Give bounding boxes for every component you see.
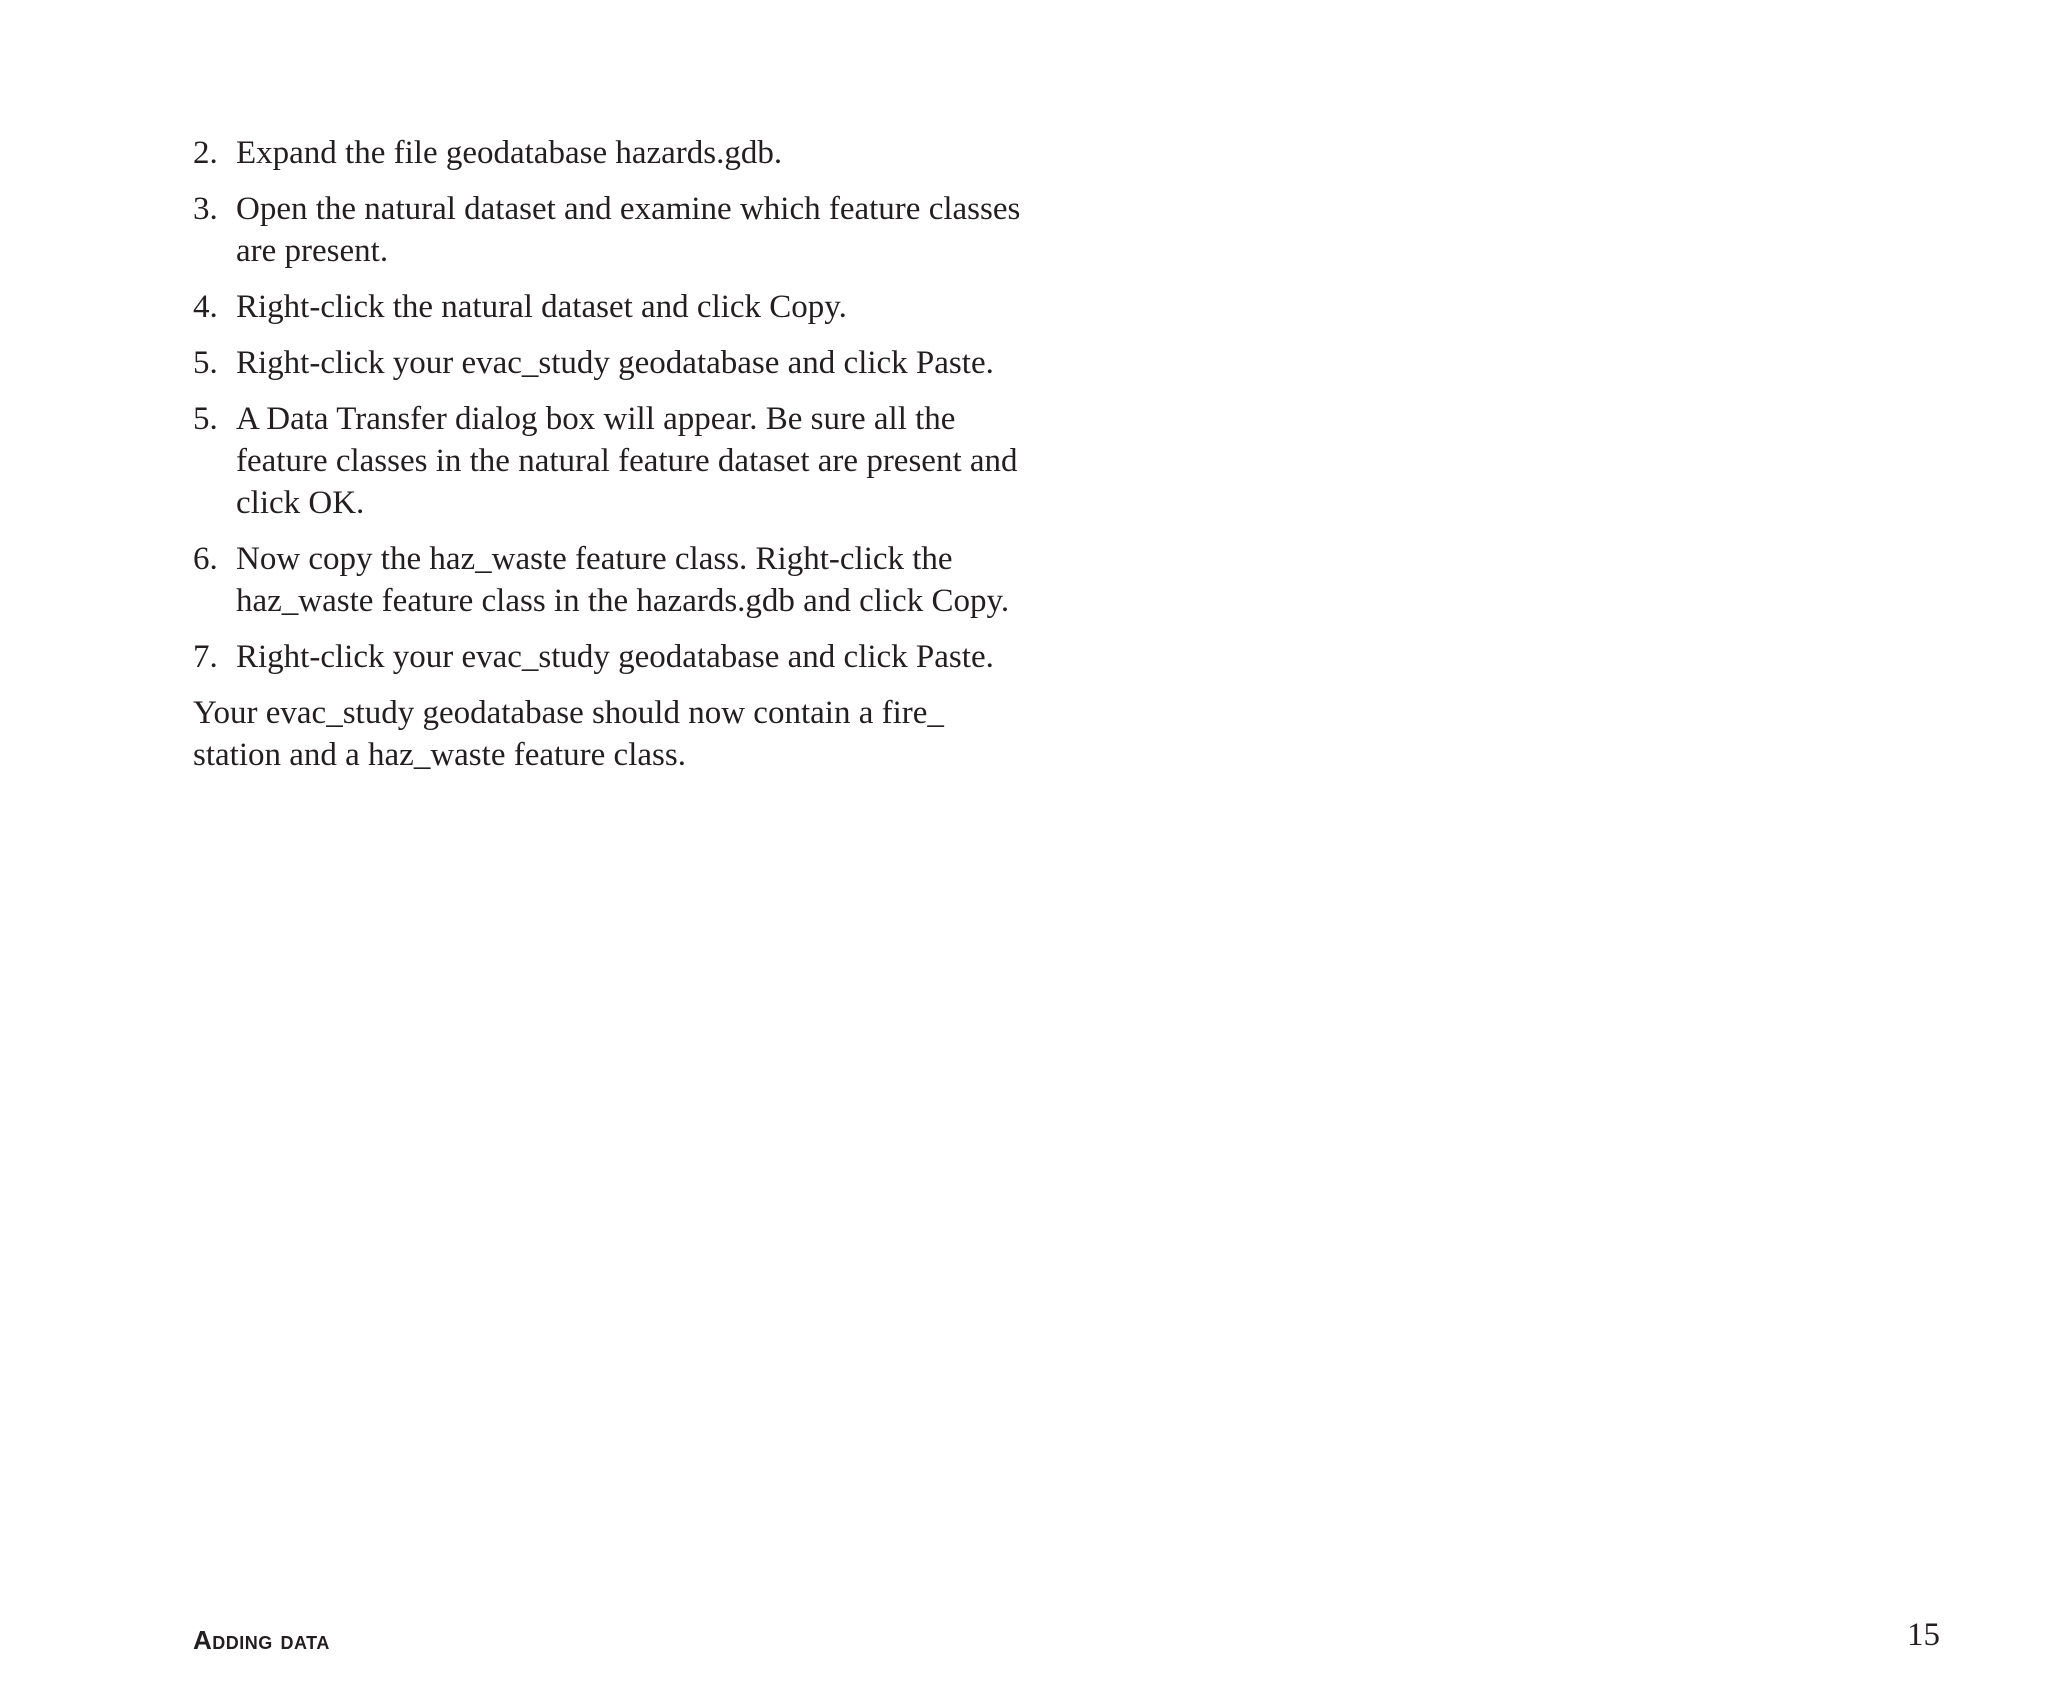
step-item [193,132,1033,174]
step-item [193,286,1033,328]
step-text: A Data Transfer dialog box will appear. Be sure all the feature classes in the natural feature dataset are present and click OK. [236,401,1018,521]
closing-paragraph: Your evac_study geodatabase should now contain a fire_ station and a haz_waste feature class. [193,695,944,773]
step-item [193,188,1033,272]
step-number: 2. [193,135,218,171]
main-content [193,132,1033,776]
step-item [193,538,1033,622]
step-number: 4. [193,289,218,325]
step-item [193,398,1033,524]
step-text: Expand the file geodatabase hazards.gdb. [236,135,783,171]
page-number: 15 [1907,1617,1940,1653]
step-number: 7. [193,639,218,675]
step-number: 5. [193,345,218,381]
footer-section-title: Adding data [193,1625,330,1655]
step-item [193,342,1033,384]
step-number: 5. [193,401,218,437]
step-text: Right-click your evac_study geodatabase and click Paste. [236,639,994,675]
step-number: 3. [193,191,218,227]
step-item [193,636,1033,678]
step-number: 6. [193,541,218,577]
step-text: Right-click the natural dataset and click Copy. [236,289,847,325]
step-text: Right-click your evac_study geodatabase and click Paste. [236,345,994,381]
step-text: Now copy the haz_waste feature class. Right-click the haz_waste feature class in the hazards.gdb and click Copy. [236,541,1010,619]
instruction-steps [193,132,1033,678]
step-text: Open the natural dataset and examine which feature classes are present. [236,191,1021,269]
